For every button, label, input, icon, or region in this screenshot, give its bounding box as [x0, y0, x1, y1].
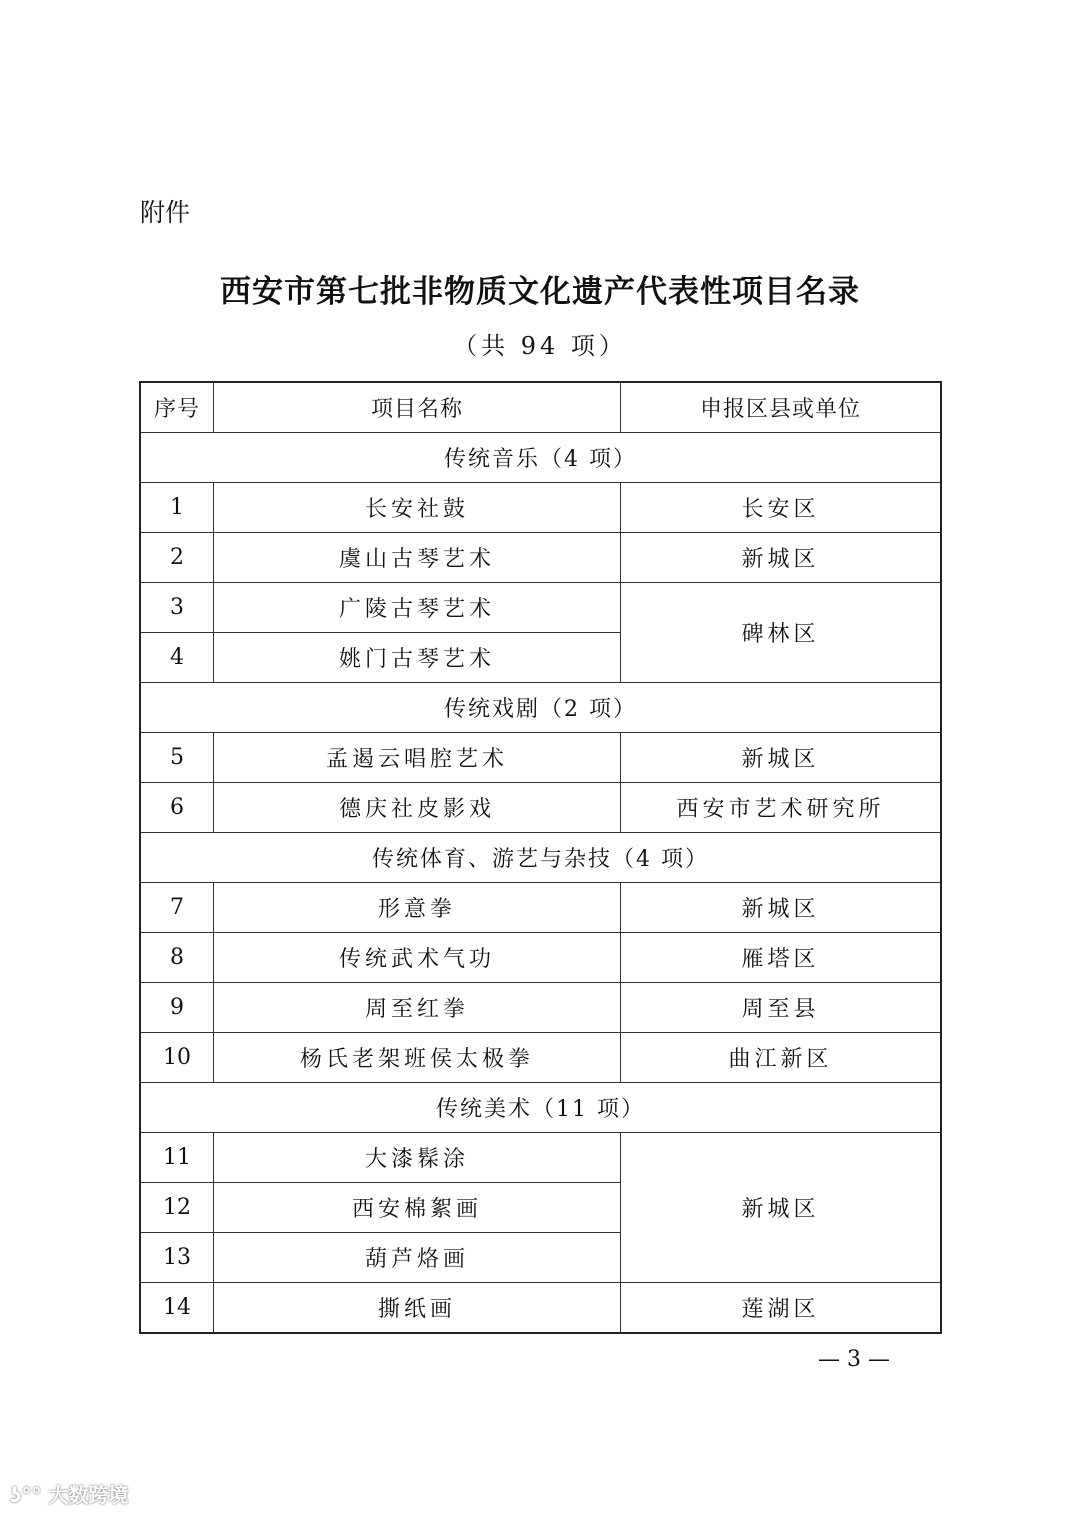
- item-number: 10: [140, 1033, 214, 1083]
- table-row: [140, 783, 941, 833]
- header-name: 项目名称: [214, 382, 621, 433]
- header-no: 序号: [140, 382, 214, 433]
- category-row: [140, 433, 941, 483]
- category-label: 传统音乐（4 项）: [140, 433, 941, 483]
- item-number: 11: [140, 1133, 214, 1183]
- item-name: 杨氏老架班侯太极拳: [214, 1033, 621, 1083]
- category-label: 传统美术（11 项）: [140, 1083, 941, 1133]
- item-unit: 长安区: [621, 483, 942, 533]
- item-name: 大漆髹涂: [214, 1133, 621, 1183]
- item-name: 撕纸画: [214, 1283, 621, 1334]
- heritage-list-table: [139, 381, 942, 1334]
- item-number: 5: [140, 733, 214, 783]
- item-name: 长安社鼓: [214, 483, 621, 533]
- item-number: 9: [140, 983, 214, 1033]
- table-row: [140, 933, 941, 983]
- item-name: 姚门古琴艺术: [214, 633, 621, 683]
- table-header-row: [140, 382, 941, 433]
- item-unit: 新城区: [621, 1133, 942, 1283]
- table-row: [140, 733, 941, 783]
- category-row: [140, 683, 941, 733]
- category-row: [140, 833, 941, 883]
- item-name: 德庆社皮影戏: [214, 783, 621, 833]
- table-row: [140, 1133, 941, 1183]
- item-number: 13: [140, 1233, 214, 1283]
- item-name: 广陵古琴艺术: [214, 583, 621, 633]
- item-unit: 新城区: [621, 733, 942, 783]
- table-row: [140, 483, 941, 533]
- category-label: 传统戏剧（2 项）: [140, 683, 941, 733]
- item-name: 形意拳: [214, 883, 621, 933]
- category-label: 传统体育、游艺与杂技（4 项）: [140, 833, 941, 883]
- item-number: 3: [140, 583, 214, 633]
- item-number: 4: [140, 633, 214, 683]
- table-row: [140, 533, 941, 583]
- item-number: 12: [140, 1183, 214, 1233]
- item-unit: 雁塔区: [621, 933, 942, 983]
- item-name: 周至红拳: [214, 983, 621, 1033]
- table-row: [140, 583, 941, 633]
- item-unit: 西安市艺术研究所: [621, 783, 942, 833]
- item-name: 虞山古琴艺术: [214, 533, 621, 583]
- table-row: [140, 883, 941, 933]
- item-number: 8: [140, 933, 214, 983]
- item-number: 14: [140, 1283, 214, 1334]
- item-unit: 新城区: [621, 533, 942, 583]
- item-name: 传统武术气功: [214, 933, 621, 983]
- item-number: 7: [140, 883, 214, 933]
- item-unit: 莲湖区: [621, 1283, 942, 1334]
- header-unit: 申报区县或单位: [621, 382, 942, 433]
- item-number: 1: [140, 483, 214, 533]
- item-number: 2: [140, 533, 214, 583]
- item-unit: 周至县: [621, 983, 942, 1033]
- document-title: 西安市第七批非物质文化遗产代表性项目名录: [220, 274, 860, 310]
- item-unit: 碑林区: [621, 583, 942, 683]
- document-subtitle: （共 94 项）: [453, 332, 627, 360]
- item-unit: 曲江新区: [621, 1033, 942, 1083]
- attachment-label: 附件: [140, 198, 191, 227]
- table-row: [140, 1283, 941, 1334]
- item-number: 6: [140, 783, 214, 833]
- item-name: 葫芦烙画: [214, 1233, 621, 1283]
- item-unit: 新城区: [621, 883, 942, 933]
- page-number: — 3 —: [818, 1347, 890, 1372]
- item-name: 孟遏云唱腔艺术: [214, 733, 621, 783]
- category-row: [140, 1083, 941, 1133]
- table-row: [140, 983, 941, 1033]
- table-row: [140, 1033, 941, 1083]
- watermark-logo: ʖ°° 大数跨境: [10, 1483, 129, 1507]
- item-name: 西安棉絮画: [214, 1183, 621, 1233]
